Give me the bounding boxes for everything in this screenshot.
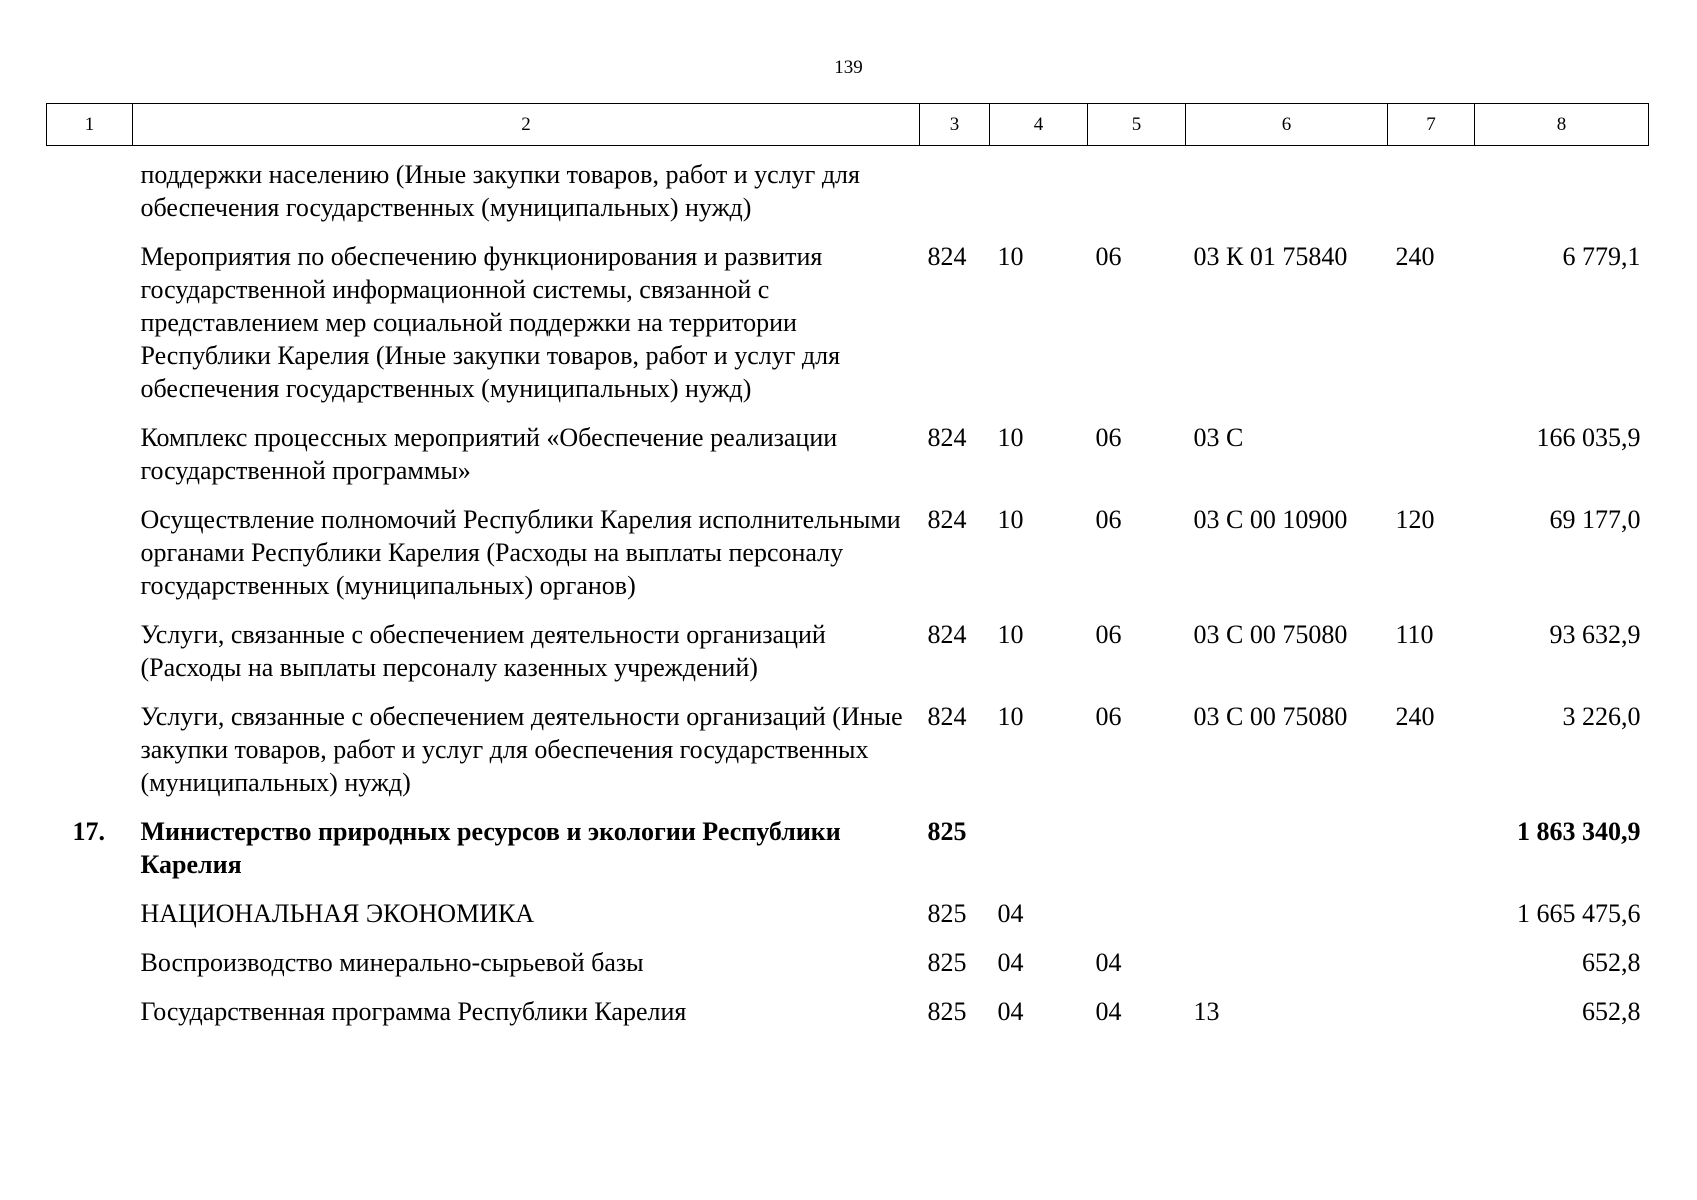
row-code-4: 10 (997, 423, 1024, 452)
row-code-4 (990, 146, 1088, 241)
row-name: Мероприятия по обеспечению функционирования и развития государственной информационной системы, связанной с представлением мер социальной поддержки на территории Республики Карелия (Иные закупки товаров, работ и услуг для обеспечения государственных (муниципальных) нужд) (140, 242, 841, 403)
page-number: 139 (834, 57, 863, 78)
column-header-3: 3 (920, 104, 990, 146)
table-row (47, 421, 1649, 503)
row-code-3: 825 (927, 899, 967, 928)
row-number (47, 503, 133, 618)
row-code-5: 06 (1095, 505, 1122, 534)
row-code-4: 10 (997, 242, 1024, 271)
row-code-7 (1388, 815, 1475, 897)
row-code-5: 06 (1095, 423, 1122, 452)
row-code-3: 824 (927, 423, 967, 452)
row-code-6 (1186, 897, 1388, 946)
row-name: НАЦИОНАЛЬНАЯ ЭКОНОМИКА (140, 899, 535, 928)
budget-table (46, 103, 1649, 1044)
row-code-7 (1388, 897, 1475, 946)
row-code-5 (1088, 146, 1186, 241)
table-header (47, 104, 1649, 146)
column-header-7: 7 (1388, 104, 1475, 146)
row-code-6: 03 К 01 75840 (1193, 242, 1348, 271)
row-code-5: 06 (1095, 702, 1122, 731)
row-name: Воспроизводство минерально-сырьевой базы (140, 948, 644, 977)
row-number (47, 995, 133, 1044)
row-code-4: 04 (997, 997, 1024, 1026)
row-code-5: 04 (1095, 997, 1122, 1026)
row-code-6: 03 С 00 75080 (1193, 702, 1348, 731)
row-number (47, 421, 133, 503)
row-number (47, 700, 133, 815)
row-code-6 (1186, 146, 1388, 241)
row-code-3: 825 (927, 997, 967, 1026)
row-code-4: 10 (997, 505, 1024, 534)
row-number: 17. (72, 817, 105, 846)
row-code-3: 825 (927, 948, 967, 977)
row-code-6: 03 С (1193, 423, 1244, 452)
row-amount: 1 665 475,6 (1517, 899, 1641, 928)
table-row (47, 146, 1649, 241)
row-code-3: 824 (927, 242, 967, 271)
column-header-2: 2 (133, 104, 920, 146)
row-name: Услуги, связанные с обеспечением деятельности организаций (Иные закупки товаров, работ и услуг для обеспечения государственных (муниципальных) нужд) (140, 702, 903, 797)
row-name: Услуги, связанные с обеспечением деятельности организаций (Расходы на выплаты персоналу казенных учреждений) (140, 620, 826, 682)
row-code-5: 06 (1095, 242, 1122, 271)
row-name: Министерство природных ресурсов и экологии Республики Карелия (140, 817, 841, 879)
row-number (47, 146, 133, 241)
row-code-3: 824 (927, 702, 967, 731)
row-code-6: 13 (1193, 997, 1220, 1026)
row-code-6: 03 С 00 10900 (1193, 505, 1348, 534)
row-code-5: 04 (1095, 948, 1122, 977)
row-amount: 166 035,9 (1536, 423, 1641, 452)
table-row (47, 700, 1649, 815)
row-code-7 (1388, 146, 1475, 241)
table-row (47, 240, 1649, 421)
row-amount: 69 177,0 (1549, 505, 1641, 534)
table-row (47, 946, 1649, 995)
row-number (47, 897, 133, 946)
row-code-6: 03 С 00 75080 (1193, 620, 1348, 649)
row-code-6 (1186, 946, 1388, 995)
row-name: Осуществление полномочий Республики Карелия исполнительными органами Республики Карелия (Расходы на выплаты персоналу государственных (муниципальных) органов) (140, 505, 901, 600)
column-header-8: 8 (1475, 104, 1649, 146)
row-code-5: 06 (1095, 620, 1122, 649)
column-header-1: 1 (47, 104, 133, 146)
row-name: поддержки населению (Иные закупки товаров, работ и услуг для обеспечения государственных (муниципальных) нужд) (140, 160, 860, 222)
row-code-7 (1388, 995, 1475, 1044)
row-amount: 652,8 (1582, 997, 1641, 1026)
row-number (47, 240, 133, 421)
row-number (47, 946, 133, 995)
table-row (47, 618, 1649, 700)
row-amount: 6 779,1 (1562, 242, 1641, 271)
row-code-3: 824 (927, 620, 967, 649)
row-amount: 3 226,0 (1562, 702, 1641, 731)
row-code-4: 04 (997, 948, 1024, 977)
row-code-5 (1088, 815, 1186, 897)
row-amount: 1 863 340,9 (1517, 817, 1641, 846)
row-code-4: 04 (997, 899, 1024, 928)
row-code-7: 240 (1395, 702, 1435, 731)
row-code-6 (1186, 815, 1388, 897)
column-header-5: 5 (1088, 104, 1186, 146)
row-code-4: 10 (997, 620, 1024, 649)
row-code-7 (1388, 946, 1475, 995)
row-code-7 (1388, 421, 1475, 503)
row-code-3: 824 (927, 505, 967, 534)
row-code-4: 10 (997, 702, 1024, 731)
table-row (47, 815, 1649, 897)
table-row (47, 503, 1649, 618)
row-code-4 (990, 815, 1088, 897)
row-number (47, 618, 133, 700)
row-amount: 652,8 (1582, 948, 1641, 977)
row-code-7: 240 (1395, 242, 1435, 271)
row-code-3: 825 (927, 817, 967, 846)
column-header-6: 6 (1186, 104, 1388, 146)
header-row (47, 104, 1649, 146)
row-name: Комплекс процессных мероприятий «Обеспечение реализации государственной программы» (140, 423, 838, 485)
row-code-5 (1088, 897, 1186, 946)
table-row (47, 897, 1649, 946)
column-header-4: 4 (990, 104, 1088, 146)
row-code-3 (920, 146, 990, 241)
table-body (47, 146, 1649, 1045)
row-amount (1475, 146, 1649, 241)
row-code-7: 110 (1395, 620, 1434, 649)
row-name: Государственная программа Республики Карелия (140, 997, 687, 1026)
table-row (47, 995, 1649, 1044)
row-amount: 93 632,9 (1549, 620, 1641, 649)
row-code-7: 120 (1395, 505, 1435, 534)
